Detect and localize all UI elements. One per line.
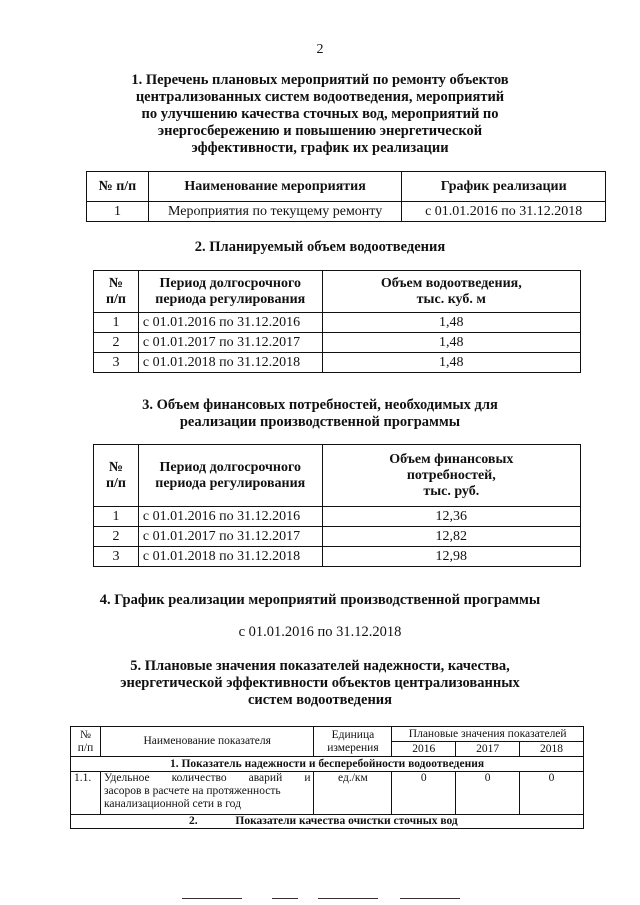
indicator-name-line: канализационной сети в год	[103, 798, 241, 810]
header-period-line: Период долгосрочного	[159, 275, 301, 291]
group-title	[71, 815, 584, 829]
group-number: 2.	[189, 815, 198, 827]
cell-indicator-name	[100, 772, 314, 815]
header-volume-line: Объем водоотведения,	[380, 275, 522, 291]
header-financial-line: Объем финансовых	[389, 451, 514, 467]
header-num-line: п/п	[105, 475, 126, 491]
table-row	[87, 202, 606, 222]
section3-title-line: 3. Объем финансовых потребностей, необходимых для	[142, 397, 498, 413]
table-header-row	[87, 172, 606, 202]
cell-value: 12,82	[322, 527, 580, 547]
cell-num: 1	[94, 507, 139, 527]
group-row	[71, 757, 584, 772]
table-row	[94, 353, 581, 373]
table-row	[94, 507, 581, 527]
header-planned-values: Плановые значения показателей	[392, 727, 584, 742]
section4-title: 4. График реализации мероприятий производственной программы	[99, 592, 541, 608]
header-financial	[322, 445, 580, 507]
table-header-row	[94, 445, 581, 507]
header-unit	[314, 727, 392, 757]
cell-value-2018: 0	[520, 772, 584, 815]
header-name: Наименование мероприятия	[148, 172, 402, 202]
section3-title-line: реализации производственной программы	[179, 414, 461, 430]
cell-period: с 01.01.2016 по 31.12.2016	[138, 507, 322, 527]
section1-title-line: энергосбережению и повышению энергетической	[157, 123, 483, 139]
table-row	[94, 333, 581, 353]
header-indicator-name: Наименование показателя	[100, 727, 314, 757]
group-title: 1. Показатель надежности и бесперебойности водоотведения	[71, 757, 584, 772]
header-period	[138, 445, 322, 507]
cell-num: 1	[87, 202, 149, 222]
cell-value: 1,48	[322, 353, 580, 373]
cell-num: 2	[94, 333, 139, 353]
header-unit-line: Единица	[331, 728, 375, 741]
header-period	[138, 271, 322, 313]
cell-value: 1,48	[322, 313, 580, 333]
header-num	[94, 271, 139, 313]
section1-title-line: эффективности, график их реализации	[191, 140, 449, 156]
section3-title	[0, 397, 640, 431]
cell-period: с 01.01.2018 по 31.12.2018	[138, 547, 322, 567]
cell-unit: ед./км	[314, 772, 392, 815]
header-num	[94, 445, 139, 507]
table-header-row	[71, 727, 584, 742]
table-row	[71, 772, 584, 815]
table-row	[94, 547, 581, 567]
header-num-line: п/п	[77, 741, 94, 754]
scan-line	[400, 898, 460, 899]
header-num: № п/п	[87, 172, 149, 202]
indicator-name-line: Удельное количество аварий и	[103, 772, 311, 784]
table-row	[94, 313, 581, 333]
table-row	[94, 527, 581, 547]
section1-table	[86, 171, 606, 222]
cell-num: 3	[94, 547, 139, 567]
header-period-line: периода регулирования	[155, 291, 306, 307]
cell-num: 2	[94, 527, 139, 547]
header-financial-line: тыс. руб.	[423, 483, 480, 499]
section1-title-line: по улучшению качества сточных вод, мероприятий по	[141, 106, 499, 122]
section5-title-line: систем водоотведения	[247, 692, 393, 708]
group-label: Показатели качества очистки сточных вод	[235, 815, 458, 827]
header-num-line: №	[108, 459, 123, 475]
header-period-line: Период долгосрочного	[159, 459, 301, 475]
header-num-line: №	[79, 728, 91, 741]
section4-schedule: с 01.01.2016 по 31.12.2018	[238, 624, 402, 640]
header-volume-line: тыс. куб. м	[416, 291, 486, 307]
header-num	[71, 727, 101, 757]
header-year-2017: 2017	[456, 742, 520, 757]
section1-title-line: централизованных систем водоотведения, мероприятий	[135, 89, 505, 105]
cell-period: с 01.01.2016 по 31.12.2016	[138, 313, 322, 333]
cell-schedule: с 01.01.2016 по 31.12.2018	[402, 202, 606, 222]
section5-title-line: 5. Плановые значения показателей надежности, качества,	[130, 658, 510, 674]
cell-value: 12,36	[322, 507, 580, 527]
header-num-line: №	[108, 275, 123, 291]
indicator-name-line: засоров в расчете на протяженность	[103, 785, 281, 797]
cell-num: 1	[94, 313, 139, 333]
section2-table	[93, 270, 581, 373]
cell-name: Мероприятия по текущему ремонту	[148, 202, 402, 222]
section2-title: 2. Планируемый объем водоотведения	[194, 239, 446, 255]
page-number: 2	[316, 42, 324, 57]
header-year-2018: 2018	[520, 742, 584, 757]
section1-title	[0, 72, 640, 157]
cell-period: с 01.01.2017 по 31.12.2017	[138, 527, 322, 547]
section5-table	[70, 726, 584, 829]
section1-title-line: 1. Перечень плановых мероприятий по ремонту объектов	[131, 72, 509, 88]
cell-value: 12,98	[322, 547, 580, 567]
header-period-line: периода регулирования	[155, 475, 306, 491]
cell-period: с 01.01.2017 по 31.12.2017	[138, 333, 322, 353]
cell-value: 1,48	[322, 333, 580, 353]
section3-table	[93, 444, 581, 567]
cell-num: 1.1.	[71, 772, 101, 815]
group-row	[71, 815, 584, 829]
section5-title	[0, 658, 640, 709]
section5-title-line: энергетической эффективности объектов централизованных	[120, 675, 520, 691]
cell-period: с 01.01.2018 по 31.12.2018	[138, 353, 322, 373]
table-header-row	[94, 271, 581, 313]
scan-line	[318, 898, 378, 899]
header-num-line: п/п	[105, 291, 126, 307]
header-unit-line: измерения	[327, 741, 379, 754]
header-schedule: График реализации	[402, 172, 606, 202]
header-volume	[322, 271, 580, 313]
cell-value-2017: 0	[456, 772, 520, 815]
scan-line	[182, 898, 242, 899]
scan-line	[272, 898, 298, 899]
header-financial-line: потребностей,	[406, 467, 496, 483]
header-year-2016: 2016	[392, 742, 456, 757]
cell-num: 3	[94, 353, 139, 373]
cell-value-2016: 0	[392, 772, 456, 815]
